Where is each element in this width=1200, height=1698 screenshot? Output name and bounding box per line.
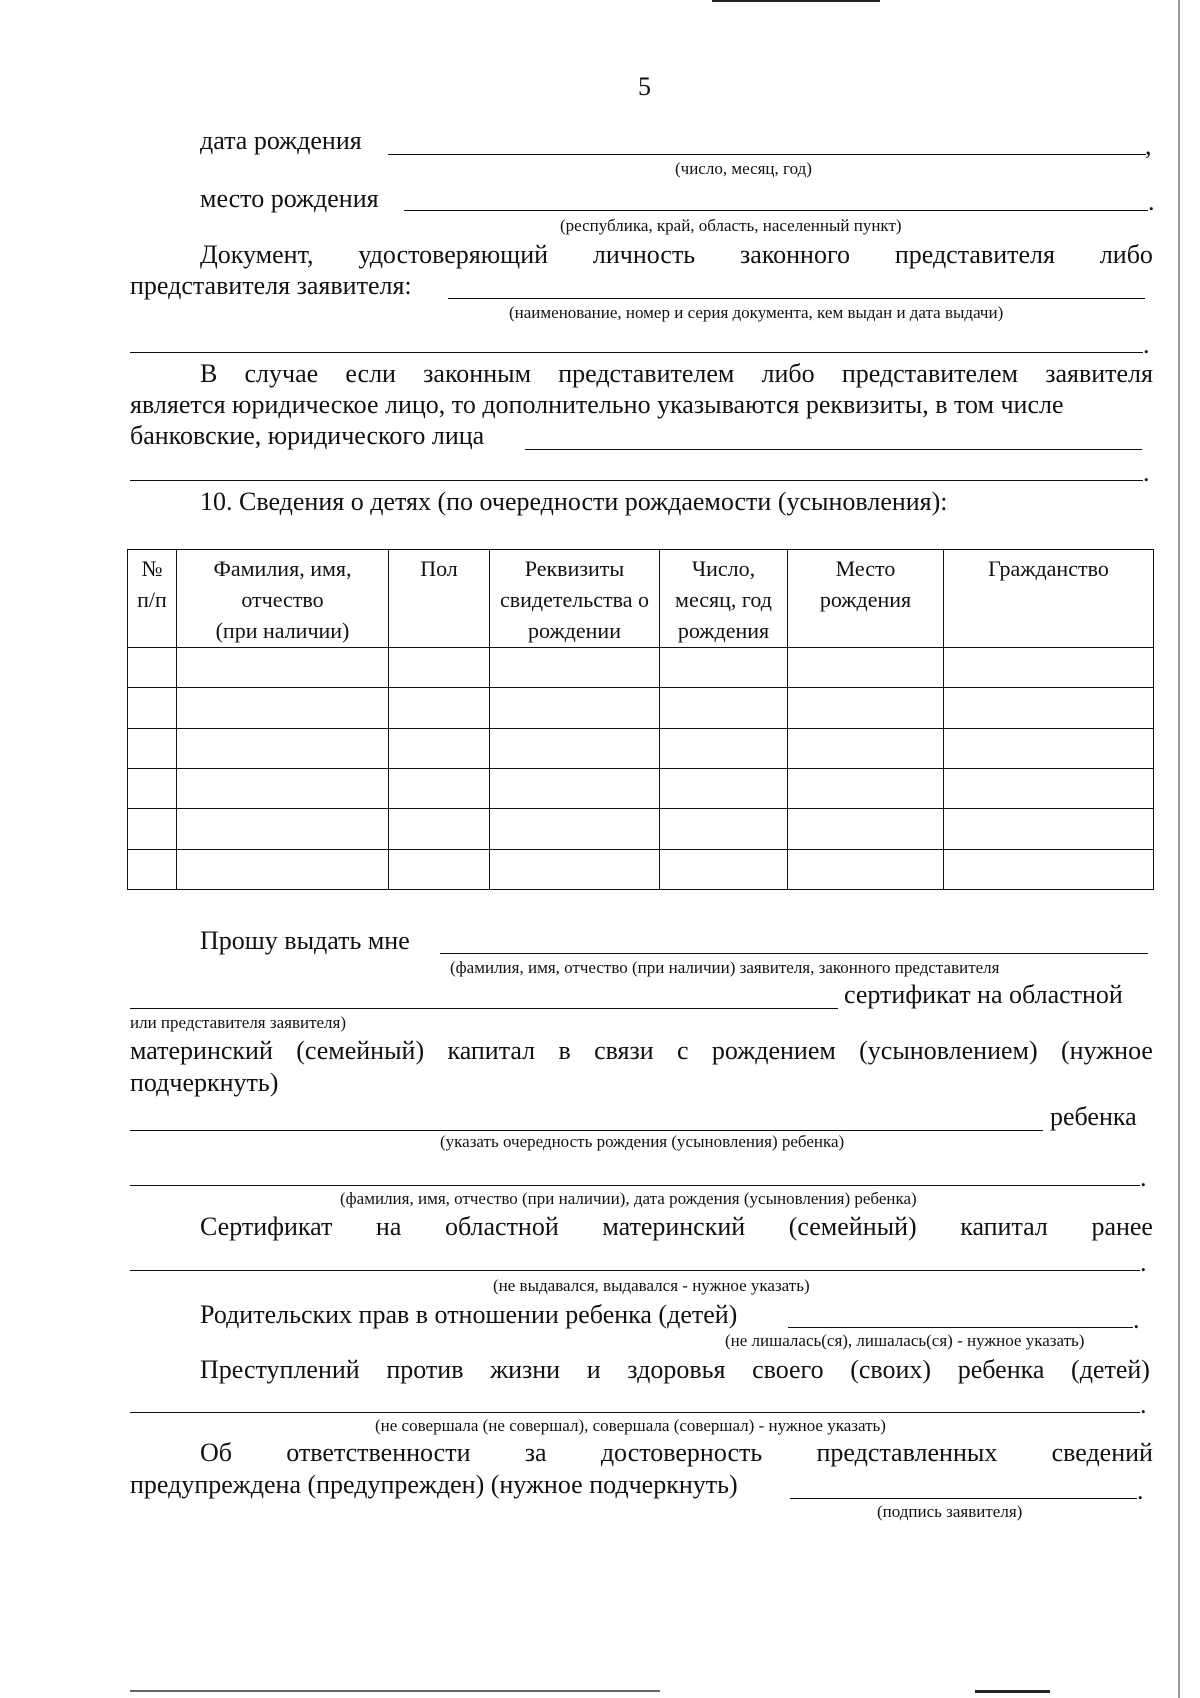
word: представленных [816,1438,998,1467]
request-line-3 [130,1036,1153,1066]
request-name-line [440,953,1148,954]
word: (усыновлением) [859,1036,1038,1065]
legal-entity-line-2 [130,480,1143,481]
table-cell[interactable] [128,849,177,889]
table-cell[interactable] [944,688,1154,728]
scan-mark-bottom-left [130,1690,660,1692]
page-number: 5 [638,72,651,101]
certificate-line [200,1212,1153,1242]
table-cell[interactable] [788,849,944,889]
word: (семейный) [788,1212,917,1241]
scan-mark-bottom-right [975,1690,1050,1693]
word: заявителя [1045,359,1153,388]
identity-doc-period: . [1143,330,1150,359]
word: капитал [447,1036,536,1065]
request-name-line-2 [130,1008,838,1009]
request-order-line [130,1130,1043,1131]
table-row [128,849,1154,889]
word: В [200,359,218,388]
table-cell[interactable] [177,728,389,768]
birth-place-line [404,210,1148,211]
birth-date-comma: , [1145,131,1152,160]
table-cell[interactable] [944,768,1154,808]
table-row [128,688,1154,728]
word: если [345,359,396,388]
column-header-line: № [141,556,163,581]
table-cell[interactable] [128,648,177,688]
birth-date-line [388,154,1146,155]
word: либо [1099,240,1153,269]
table-cell[interactable] [389,768,490,808]
signature-line [790,1498,1137,1499]
children-heading: 10. Сведения о детях (по очередности рождаемости (усыновления): [200,487,948,516]
column-header-line: п/п [137,587,167,612]
request-cert-text: сертификат на областной [844,980,1123,1009]
table-row [128,809,1154,849]
children-table-column-header [389,550,490,648]
table-cell[interactable] [788,768,944,808]
table-cell[interactable] [788,728,944,768]
scan-mark-top [712,0,880,2]
table-cell[interactable] [177,768,389,808]
parental-rights-period: . [1133,1305,1140,1334]
table-cell[interactable] [128,809,177,849]
request-child-line [130,1185,1140,1186]
word: материнский [602,1212,746,1241]
column-header-line: свидетельства о [499,587,649,612]
request-label: Прошу выдать мне [200,926,410,955]
crimes-line [200,1355,1150,1385]
column-header-line: рождения [819,587,912,612]
word: законного [740,240,850,269]
column-header-line: Пол [420,556,458,581]
word: (своих) [850,1355,932,1384]
table-cell[interactable] [389,648,490,688]
word: с [677,1036,689,1065]
request-line-4: подчеркнуть) [130,1068,279,1097]
birth-place-hint: (республика, край, область, населенный пункт) [560,216,902,235]
children-table-column-header [128,550,177,648]
table-cell[interactable] [660,768,788,808]
table-cell[interactable] [660,809,788,849]
table-row [128,768,1154,808]
word: на [375,1212,402,1241]
column-header-line: Фамилия, имя, [213,556,352,581]
word: ребенка [957,1355,1045,1384]
table-cell[interactable] [944,809,1154,849]
request-hint-line-1: (фамилия, имя, отчество (при наличии) заявителя, законного представителя [450,958,1000,977]
table-cell[interactable] [788,809,944,849]
parental-rights-label: Родительских прав в отношении ребенка (детей) [200,1300,738,1329]
identity-doc-label: представителя заявителя: [130,271,412,300]
identity-doc-line [448,298,1145,299]
table-cell[interactable] [128,688,177,728]
column-header-line: (при наличии) [215,618,350,643]
table-cell[interactable] [944,849,1154,889]
column-header-line: Гражданство [988,556,1109,581]
table-row [128,728,1154,768]
word: жизни [490,1355,561,1384]
table-cell[interactable] [490,809,660,849]
table-cell[interactable] [944,648,1154,688]
table-cell[interactable] [389,809,490,849]
identity-doc-hint: (наименование, номер и серия документа, кем выдан и дата выдачи) [509,303,1004,322]
table-cell[interactable] [490,688,660,728]
table-cell[interactable] [177,688,389,728]
column-header-line: Число, [691,556,756,581]
table-cell[interactable] [389,688,490,728]
word: капитал [960,1212,1048,1241]
word: сведений [1051,1438,1153,1467]
column-header-line: Реквизиты [524,556,625,581]
birth-date-hint: (число, месяц, год) [675,159,812,178]
responsibility-period: . [1137,1476,1144,1505]
table-cell[interactable] [788,688,944,728]
column-header-line: отчество [241,587,324,612]
word: представителем [558,359,735,388]
request-order-hint: (указать очередность рождения (усыновления) ребенка) [440,1132,845,1151]
word: (семейный) [296,1036,425,1065]
word: удостоверяющий [358,240,549,269]
word: в [558,1036,571,1065]
legal-entity-line-2: является юридическое лицо, то дополнительно указываются реквизиты, в том числе [130,390,1064,419]
crimes-hint: (не совершала (не совершал), совершала (совершал) - нужное указать) [375,1416,886,1435]
birth-place-period: . [1148,187,1155,216]
word: Документ, [200,240,314,269]
legal-entity-label: банковские, юридического лица [130,421,485,450]
certificate-line-blank [130,1270,1140,1271]
crimes-period: . [1140,1390,1147,1419]
word: представителем [841,359,1019,388]
column-header-line: рождении [528,618,621,643]
request-period: . [1140,1163,1147,1192]
request-hint-line-2: или представителя заявителя) [130,1013,347,1032]
table-cell[interactable] [177,809,389,849]
table-cell[interactable] [944,728,1154,768]
identity-doc-line-2 [130,352,1143,353]
table-cell[interactable] [660,648,788,688]
column-header-line: месяц, год [675,587,772,612]
table-cell[interactable] [128,768,177,808]
word: своего [752,1355,824,1384]
table-cell[interactable] [490,648,660,688]
word: либо [761,359,815,388]
table-cell[interactable] [389,849,490,889]
parental-rights-line [788,1327,1133,1328]
signature-hint: (подпись заявителя) [877,1502,1023,1521]
table-cell[interactable] [128,728,177,768]
word: законным [423,359,532,388]
request-child-hint: (фамилия, имя, отчество (при наличии), дата рождения (усыновления) ребенка) [340,1189,917,1208]
legal-entity-period: . [1143,458,1150,487]
word: Сертификат [200,1212,333,1241]
responsibility-line-1 [200,1438,1153,1468]
table-cell[interactable] [389,728,490,768]
children-table-header-row [128,550,1154,648]
certificate-hint: (не выдавался, выдавался - нужное указать) [493,1276,810,1295]
word: Об [200,1438,233,1467]
column-header-line: Место [835,556,896,581]
word: достоверность [600,1438,763,1467]
children-table-column-header [660,550,788,648]
column-header-line: рождения [677,618,770,643]
identity-doc-line-1 [200,240,1153,270]
children-table [127,549,1154,890]
request-child-word: ребенка [1050,1102,1137,1131]
word: связи [594,1036,654,1065]
children-table-column-header [490,550,660,648]
word: против [386,1355,464,1384]
word: ранее [1091,1212,1153,1241]
word: за [524,1438,547,1467]
certificate-period: . [1140,1248,1147,1277]
responsibility-label: предупреждена (предупрежден) (нужное подчеркнуть) [130,1470,738,1499]
word: материнский [130,1036,273,1065]
scan-mark-right-edge [1178,0,1180,1698]
word: Преступлений [200,1355,360,1384]
word: представителя [894,240,1055,269]
table-cell[interactable] [660,728,788,768]
word: областной [444,1212,559,1241]
table-cell[interactable] [490,768,660,808]
crimes-line-blank [130,1412,1140,1413]
word: (детей) [1071,1355,1150,1384]
word: и [586,1355,601,1384]
table-cell[interactable] [660,849,788,889]
table-cell[interactable] [788,648,944,688]
word: рождением [711,1036,836,1065]
table-cell[interactable] [490,728,660,768]
word: (нужное [1060,1036,1153,1065]
table-cell[interactable] [177,849,389,889]
word: личность [592,240,696,269]
table-cell[interactable] [490,849,660,889]
parental-rights-hint: (не лишалась(ся), лишалась(ся) - нужное указать) [725,1331,1085,1350]
word: здоровья [627,1355,726,1384]
legal-entity-line [525,449,1142,450]
birth-date-label: дата рождения [200,126,362,155]
table-row [128,648,1154,688]
children-table-column-header [177,550,389,648]
children-table-body [128,648,1154,890]
children-table-column-header [944,550,1154,648]
word: ответственности [286,1438,471,1467]
table-cell[interactable] [177,648,389,688]
birth-place-label: место рождения [200,184,379,213]
word: случае [244,359,319,388]
table-cell[interactable] [660,688,788,728]
legal-entity-line-1 [200,359,1153,389]
children-table-column-header [788,550,944,648]
